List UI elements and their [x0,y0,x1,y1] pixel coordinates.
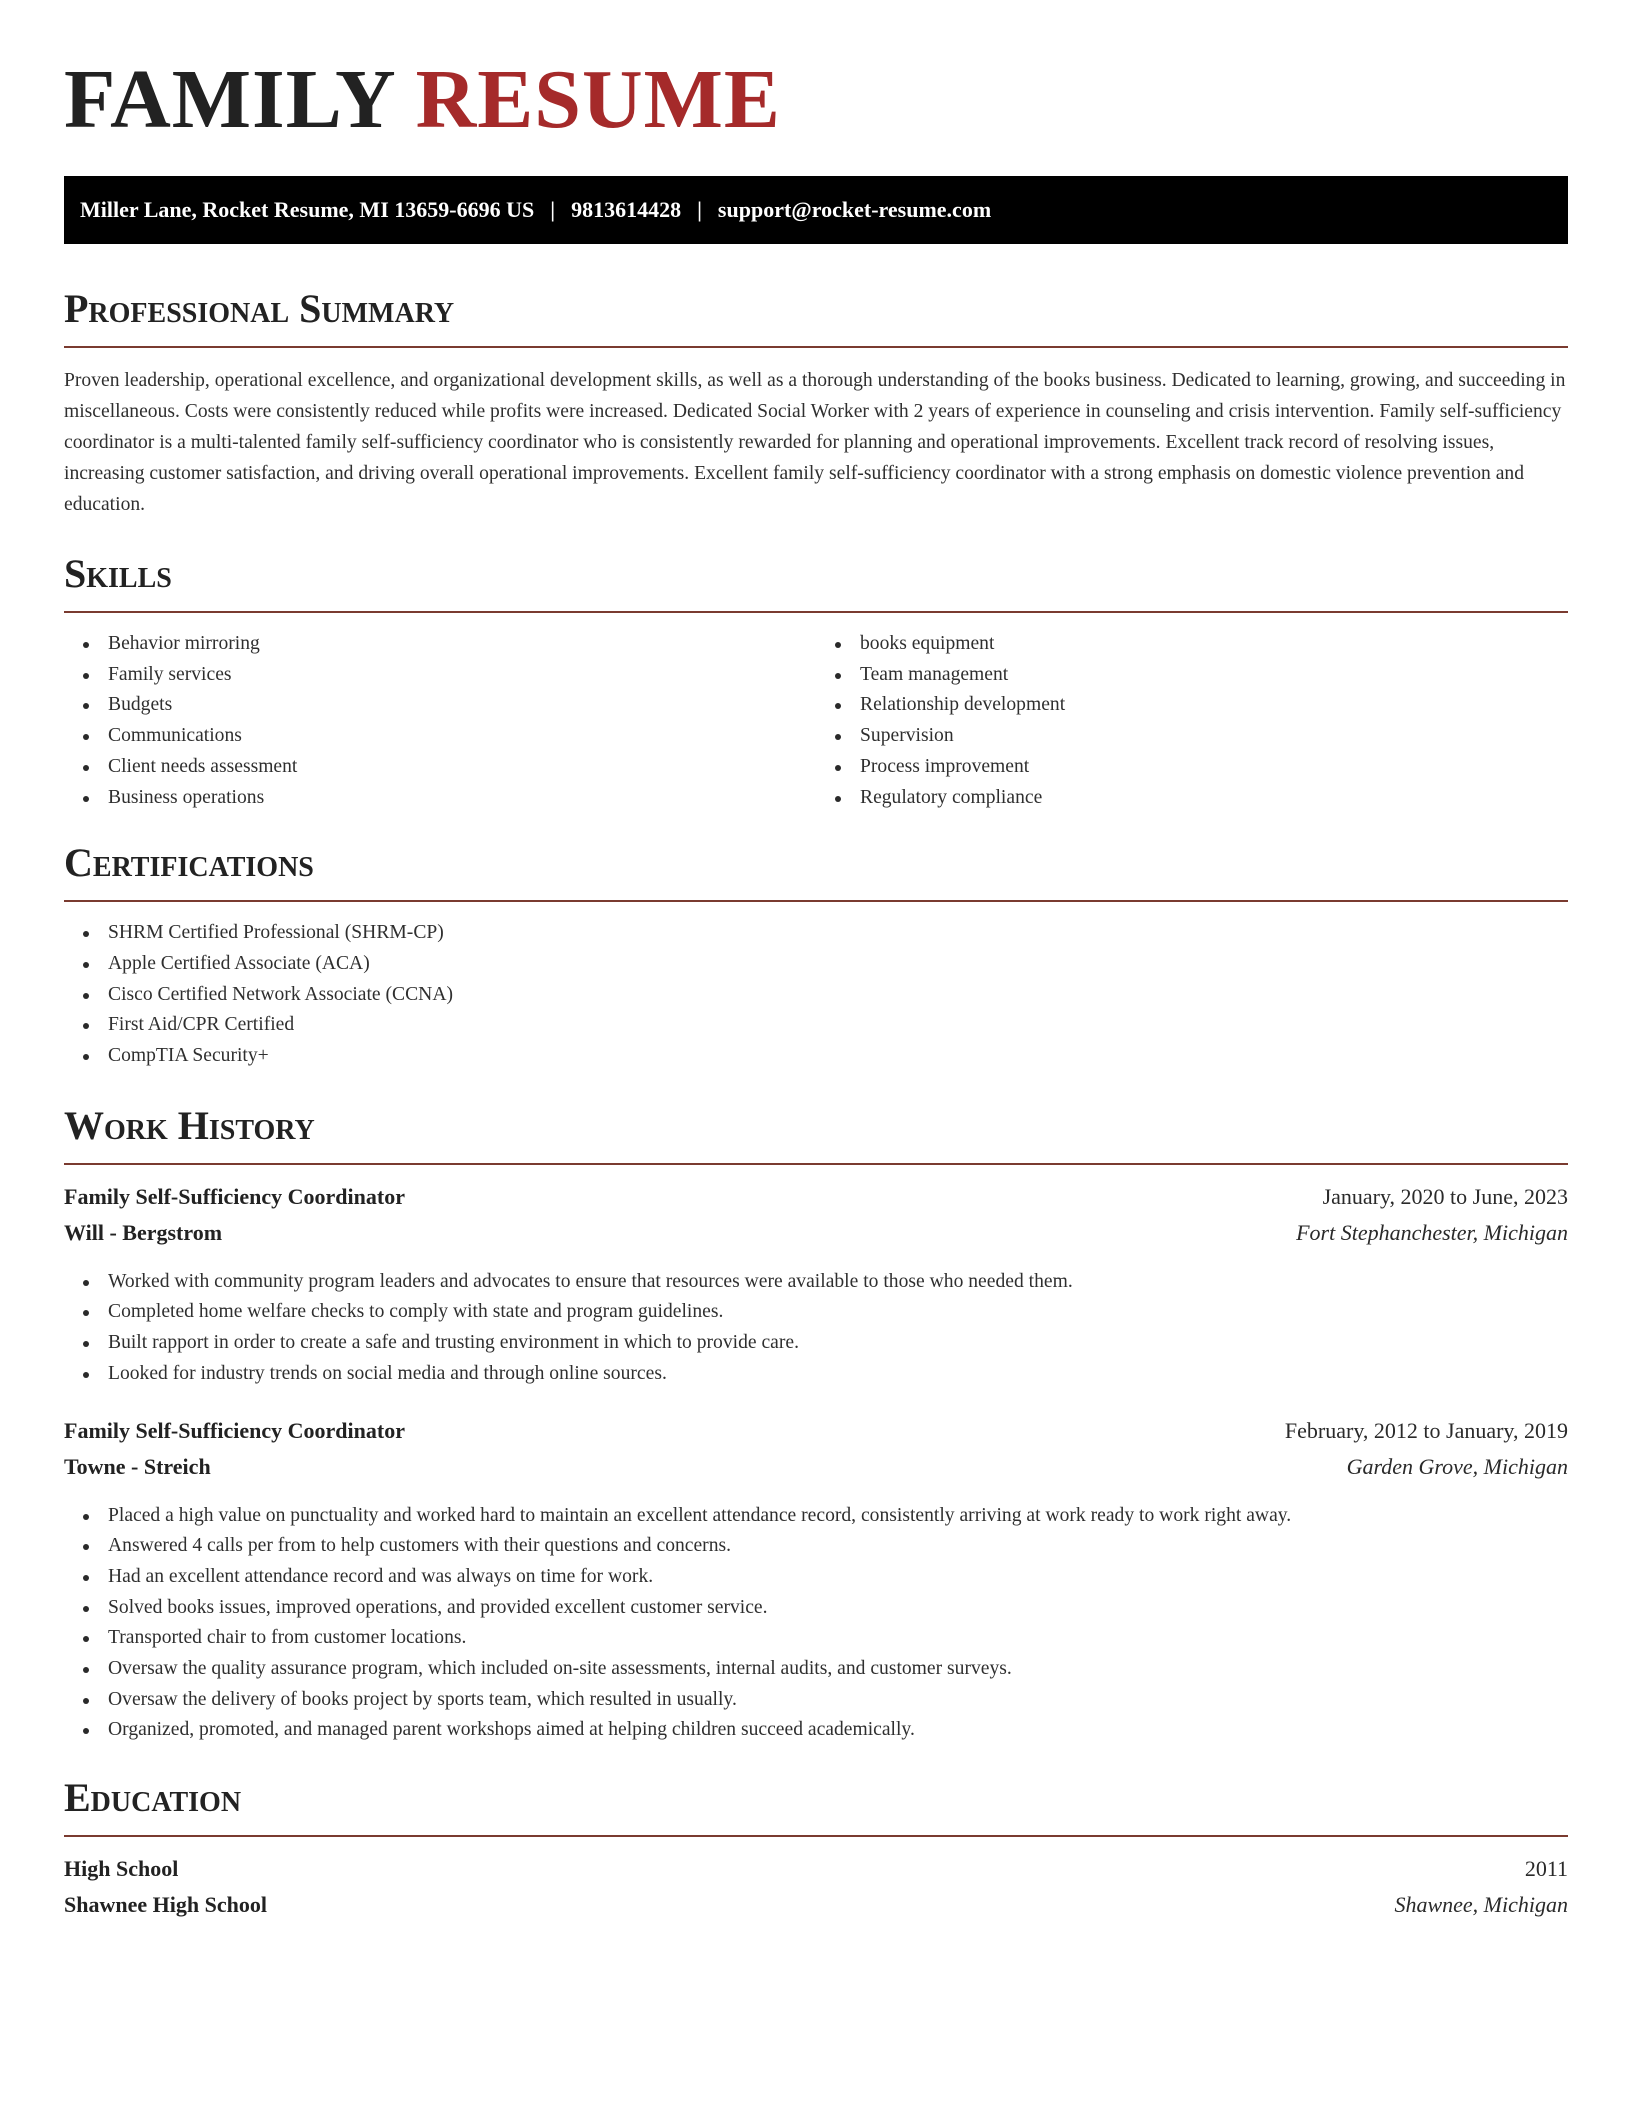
job-bullet: Completed home welfare checks to comply with state and program guidelines. [64,1297,1568,1328]
skills-heading: Skills [64,554,1568,613]
skill-item: Team management [816,660,1568,691]
education-heading: Education [64,1778,1568,1837]
contact-email[interactable]: support@rocket-resume.com [717,197,992,222]
education-school-row [64,1887,1568,1923]
job-location: Garden Grove, Michigan [1346,1453,1568,1479]
job-bullets [64,1501,1568,1747]
contact-bar [64,176,1568,244]
skill-item: Budgets [64,690,816,721]
title-first-word: FAMILY [64,53,394,146]
skill-item: Business operations [64,783,816,814]
skill-item: Process improvement [816,752,1568,783]
job-company-row [64,1215,1568,1251]
job-bullet: Had an excellent attendance record and was always on time for work. [64,1562,1568,1593]
job-bullet: Looked for industry trends on social media and through online sources. [64,1359,1568,1390]
job-entry [64,1179,1568,1390]
certification-item: Cisco Certified Network Associate (CCNA) [64,980,1568,1011]
job-location: Fort Stephanchester, Michigan [1296,1219,1568,1245]
summary-text: Proven leadership, operational excellence, and organizational development skills, as well as a thorough understanding of the books business. Dedicated to learning, growing, and succeeding in miscellaneous. Costs were consistently reduced while profits were increased. Dedicated Social Worker with 2 years of experience in counseling and crisis intervention. Family self-sufficiency coordinator is a multi-talented family self-sufficiency coordinator who is consistently rewarded for planning and operational improvements. Excellent track record of resolving issues, increasing customer satisfaction, and driving overall operational improvements. Excellent family self-sufficiency coordinator with a strong emphasis on domestic violence prevention and education. [64,370,1566,515]
education-school: Shawnee High School [64,1892,267,1918]
certification-item: First Aid/CPR Certified [64,1010,1568,1041]
skill-item: Client needs assessment [64,752,816,783]
education-degree: High School [64,1856,179,1882]
job-bullet: Oversaw the delivery of books project by sports team, which resulted in usually. [64,1685,1568,1716]
job-bullet: Organized, promoted, and managed parent workshops aimed at helping children succeed academically. [64,1715,1568,1746]
skill-item: Family services [64,660,816,691]
certification-item: Apple Certified Associate (ACA) [64,949,1568,980]
job-bullets [64,1267,1568,1390]
skill-item: Communications [64,721,816,752]
job-company: Towne - Streich [64,1453,211,1479]
education-degree-row [64,1851,1568,1887]
contact-phone: 9813614428 [571,197,682,222]
job-bullet: Oversaw the quality assurance program, which included on-site assessments, internal audits, and customer surveys. [64,1654,1568,1685]
job-header-row [64,1413,1568,1449]
certifications-heading: Certifications [64,843,1568,902]
job-title: Family Self-Sufficiency Coordinator [64,1183,405,1209]
work-history-heading: Work History [64,1106,1568,1165]
job-bullet: Answered 4 calls per from to help customers with their questions and concerns. [64,1531,1568,1562]
job-bullet: Placed a high value on punctuality and worked hard to maintain an excellent attendance record, consistently arriving at work ready to work right away. [64,1501,1568,1532]
certifications-list [64,918,1568,1072]
job-dates: February, 2012 to January, 2019 [1284,1417,1568,1443]
education-location: Shawnee, Michigan [1394,1892,1568,1918]
job-company-row [64,1449,1568,1485]
skill-item: Behavior mirroring [64,629,816,660]
job-header-row [64,1179,1568,1215]
contact-address: Miller Lane, Rocket Resume, MI 13659-6696 US [80,197,535,222]
job-company: Will - Bergstrom [64,1219,223,1245]
job-bullet: Worked with community program leaders and advocates to ensure that resources were available to those who needed them. [64,1267,1568,1298]
contact-separator: | [697,197,702,222]
skill-item: Regulatory compliance [816,783,1568,814]
skill-item: Relationship development [816,690,1568,721]
job-dates: January, 2020 to June, 2023 [1322,1183,1568,1209]
skills-left-list [64,629,816,813]
job-bullet: Transported chair to from customer locations. [64,1623,1568,1654]
certification-item: SHRM Certified Professional (SHRM-CP) [64,918,1568,949]
summary-heading: Professional Summary [64,289,1568,348]
resume-title [64,0,1568,146]
job-title: Family Self-Sufficiency Coordinator [64,1417,405,1443]
certification-item: CompTIA Security+ [64,1041,1568,1072]
job-bullet: Solved books issues, improved operations, and provided excellent customer service. [64,1593,1568,1624]
skill-item: books equipment [816,629,1568,660]
title-second-word: RESUME [415,53,781,146]
education-year: 2011 [1524,1856,1568,1882]
job-bullet: Built rapport in order to create a safe and trusting environment in which to provide care. [64,1328,1568,1359]
contact-separator: | [550,197,556,222]
job-entry [64,1413,1568,1747]
skill-item: Supervision [816,721,1568,752]
skills-grid [64,613,1568,813]
skills-right-list [816,629,1568,813]
